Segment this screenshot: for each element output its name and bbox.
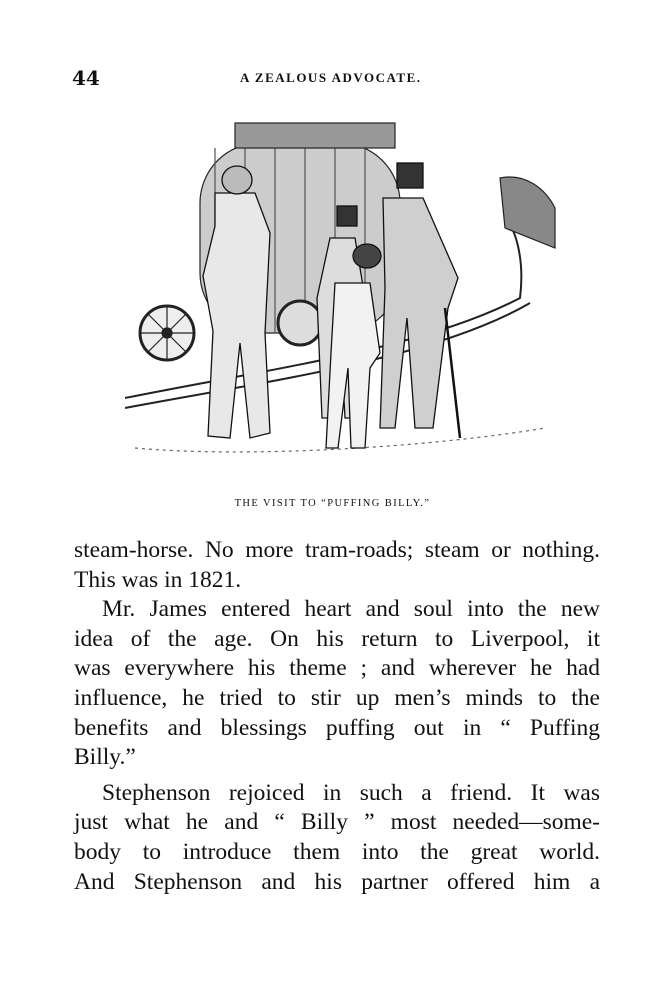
figure-boy: [326, 283, 380, 448]
running-title: A ZEALOUS ADVOCATE.: [240, 70, 422, 85]
text-line: benefits and blessings puffing out in “ Puffing: [74, 714, 600, 741]
text-line: Billy.”: [74, 744, 136, 771]
engraving-illustration: [125, 118, 557, 488]
text-line: Mr. James entered heart and soul into the new: [102, 596, 600, 623]
body-text: [74, 536, 600, 897]
text-line: And Stephenson and his partner offered him a: [74, 868, 600, 895]
text-line: This was in 1821.: [74, 566, 242, 593]
page-number: 44: [72, 66, 100, 90]
text-line: just what he and “ Billy ” most needed—some-: [74, 809, 600, 836]
text-line: was everywhere his theme ; and wherever he had: [74, 655, 600, 682]
text-line: steam-horse. No more tram-roads; steam or nothing.: [74, 537, 600, 563]
text-line: idea of the age. On his return to Liverpool, it: [74, 625, 600, 652]
text-line: Stephenson rejoiced in such a friend. It was: [102, 779, 600, 806]
illustration-caption: THE VISIT TO “PUFFING BILLY.”: [234, 498, 431, 509]
text-line: body to introduce them into the great world.: [74, 838, 600, 865]
text-line: influence, he tried to stir up men’s minds to the: [74, 684, 600, 711]
